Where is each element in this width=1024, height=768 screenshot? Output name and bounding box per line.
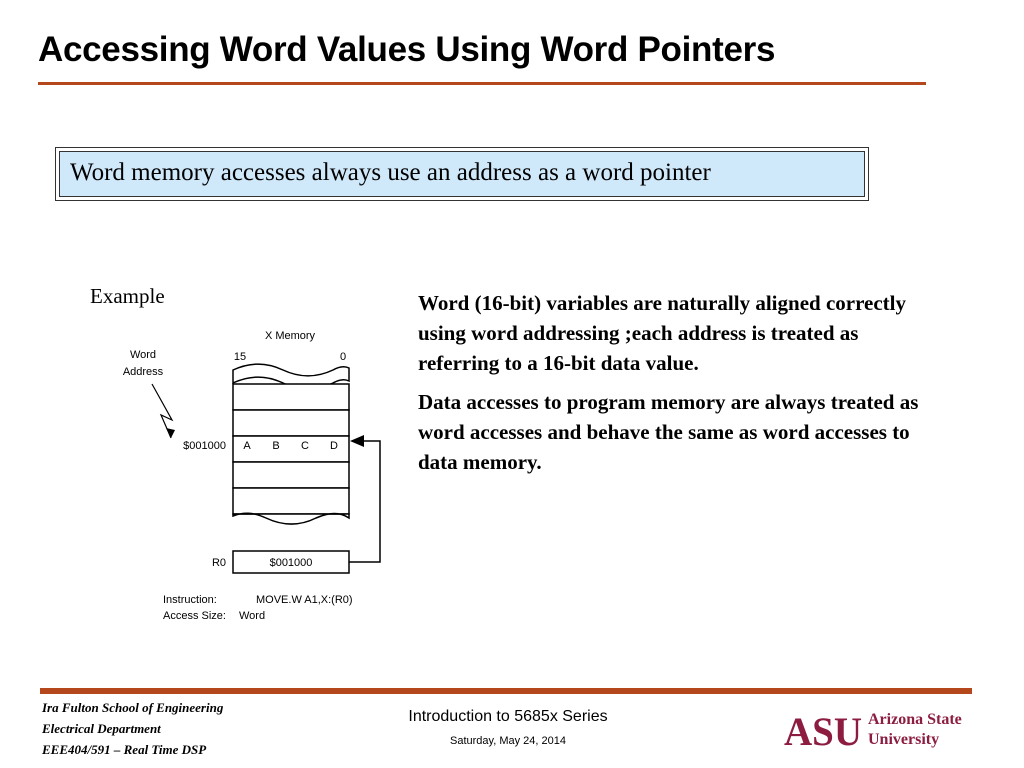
example-label: Example <box>90 284 165 308</box>
footer-school: Ira Fulton School of Engineering <box>42 700 224 715</box>
bit-high-label: 15 <box>233 351 247 363</box>
asu-logo <box>784 707 974 751</box>
title-divider <box>38 82 926 85</box>
byte-c: C <box>301 440 309 452</box>
university-name-line1: Arizona State <box>868 711 962 728</box>
callout-text: Word memory accesses always use an address as a word pointer <box>59 151 865 197</box>
word-address-label-line2: Address <box>122 366 164 378</box>
university-name-line2: University <box>868 731 940 748</box>
pointer-arrow <box>349 441 380 562</box>
footer-course: EEE404/591 – Real Time DSP <box>42 742 207 757</box>
word-address-label-line1: Word <box>129 349 157 361</box>
body-text <box>418 288 938 486</box>
byte-a: A <box>243 440 251 452</box>
paragraph-alignment: Word (16-bit) variables are naturally aligned correctly using word addressing ;each address is treated as referring to a 16-bit data value. <box>418 291 906 375</box>
memory-label: X Memory <box>264 330 316 342</box>
callout-box <box>55 147 869 201</box>
register-value: $001000 <box>269 557 313 569</box>
footer-divider <box>40 688 972 694</box>
access-size-label: Access Size: <box>163 610 226 622</box>
register-label: R0 <box>211 557 226 569</box>
paragraph-program-memory: Data accesses to program memory are always treated as word accesses and behave the same as word accesses to data memory. <box>418 390 919 474</box>
memory-diagram <box>100 320 400 640</box>
access-size-value: Word <box>239 610 266 622</box>
slide-title: Accessing Word Values Using Word Pointers <box>38 30 776 69</box>
asu-logo-mark: ASU <box>784 709 862 751</box>
byte-b: B <box>272 440 280 452</box>
bit-low-label: 0 <box>339 351 347 363</box>
instruction-label: Instruction: <box>163 594 217 606</box>
footer-presentation-title: Introduction to 5685x Series <box>408 708 608 725</box>
instruction-value: MOVE.W A1,X:(R0) <box>256 594 353 606</box>
lightning-arrowhead-icon <box>166 428 175 438</box>
footer-date: Saturday, May 24, 2014 <box>450 735 566 747</box>
pointer-arrowhead-icon <box>350 435 364 447</box>
footer-department: Electrical Department <box>42 721 161 736</box>
address-label: $001000 <box>183 440 226 452</box>
footer-course-info <box>42 697 223 760</box>
byte-d: D <box>330 440 338 452</box>
